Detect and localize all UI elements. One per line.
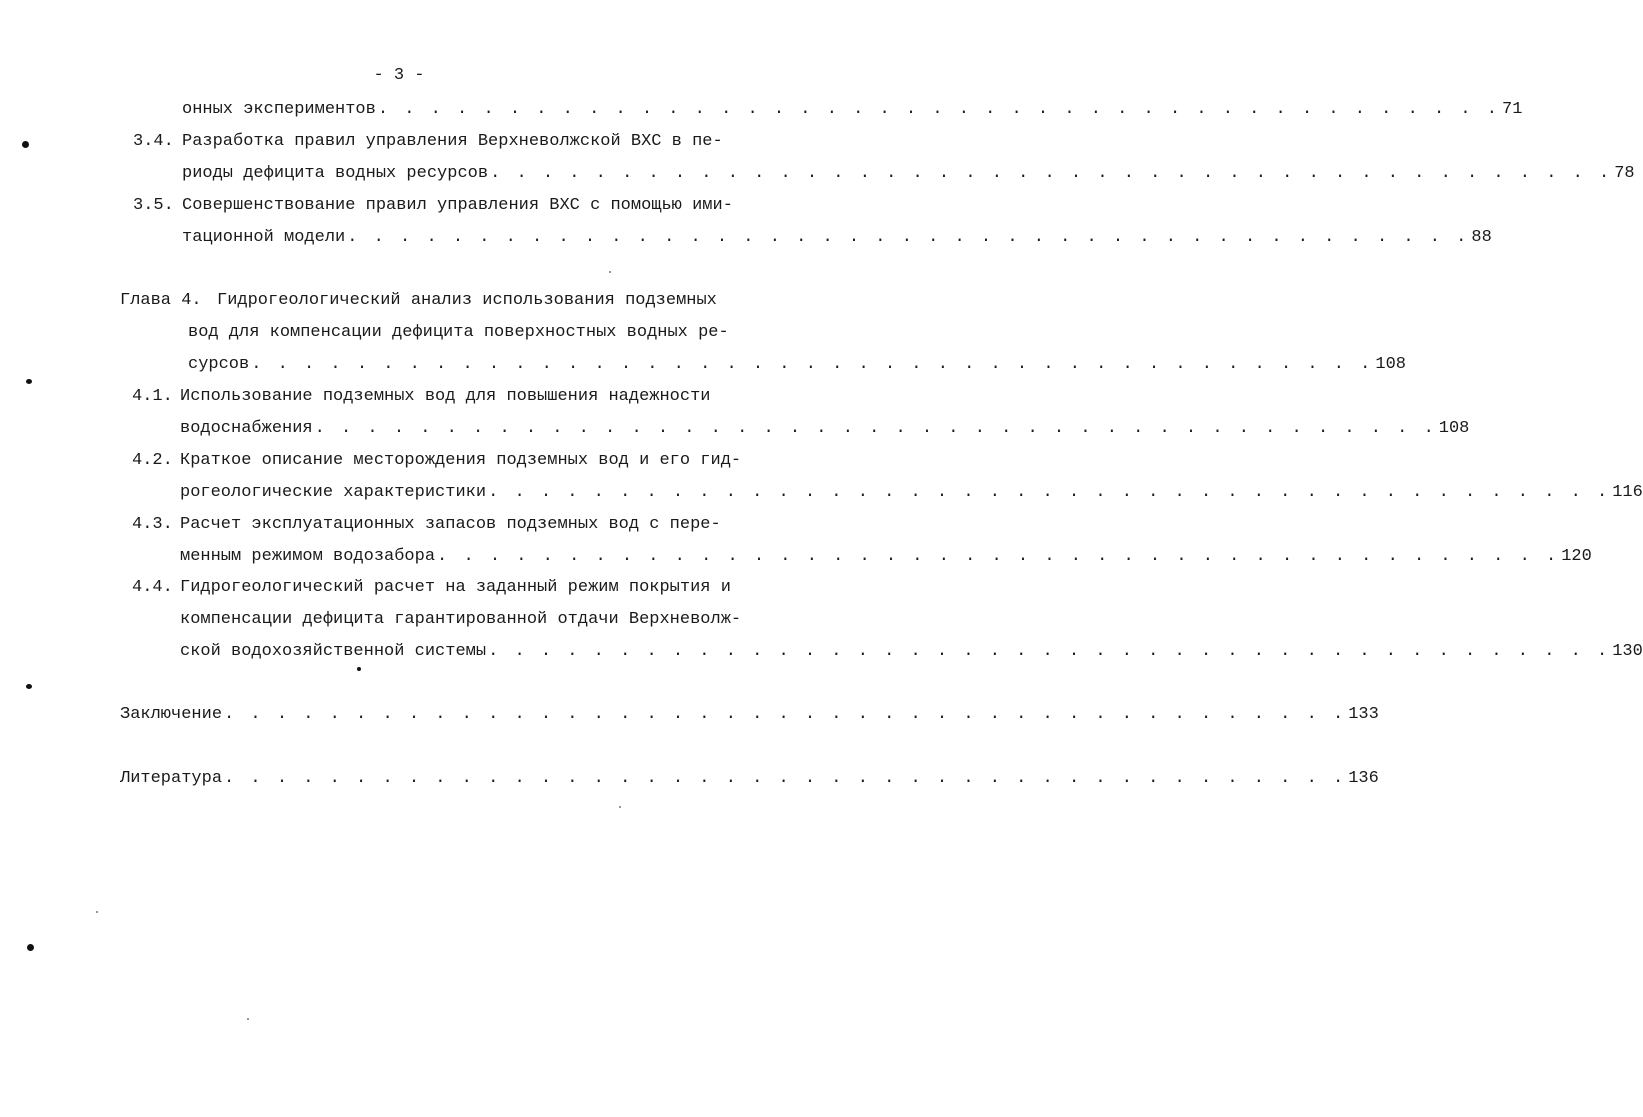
toc-page-ref: 71: [1502, 100, 1523, 119]
toc-entry-text: Литература: [120, 769, 223, 788]
chapter-label: Глава 4.: [120, 291, 202, 310]
toc-entry-chapter-4[interactable]: [188, 353, 1406, 377]
toc-entry-text[interactable]: Разработка правил управления Верхневолжской ВХС в пе-: [182, 132, 723, 151]
ink-speck: [96, 911, 98, 913]
section-number: 3.5.: [133, 196, 174, 215]
toc-entry-3-3[interactable]: [182, 98, 1523, 122]
toc-entry-literature[interactable]: [120, 767, 1379, 791]
dot-leader: . . . . . . . . . . . . . . . . . . . . . . . . . . . . . . . . . . . . . . . . . . .: [488, 483, 1611, 502]
toc-page-ref: 136: [1348, 769, 1379, 788]
toc-entry-text[interactable]: Совершенствование правил управления ВХС с помощью ими-: [182, 196, 733, 215]
toc-entry-4-4[interactable]: [180, 640, 1643, 664]
ink-speck: [609, 271, 611, 273]
toc-entry-4-2[interactable]: [180, 481, 1643, 505]
toc-page-ref: 108: [1375, 355, 1406, 374]
toc-entry-text: сурсов: [188, 355, 250, 374]
toc-entry-conclusion[interactable]: [120, 703, 1379, 727]
section-number: 4.3.: [132, 515, 173, 534]
toc-entry-3-5[interactable]: [182, 226, 1492, 250]
binding-hole-mark: [22, 141, 29, 148]
binding-hole-mark: [27, 944, 34, 951]
toc-entry-text[interactable]: Краткое описание месторождения подземных вод и его гид-: [180, 451, 742, 470]
toc-entry-text[interactable]: Использование подземных вод для повышения надежности: [180, 387, 711, 406]
toc-entry-3-4[interactable]: [182, 162, 1635, 186]
dot-leader: . . . . . . . . . . . . . . . . . . . . . . . . . . . . . . . . . . . . . . . . . . .: [224, 705, 1347, 724]
toc-page-ref: 130: [1612, 642, 1643, 661]
toc-entry-text: менным режимом водозабора: [180, 547, 436, 566]
binding-hole-mark: [26, 379, 32, 384]
toc-entry-text[interactable]: компенсации дефицита гарантированной отдачи Верхневолж-: [180, 610, 742, 629]
binding-hole-mark: [26, 684, 32, 689]
section-number: 4.1.: [132, 387, 173, 406]
toc-page-ref: 133: [1348, 705, 1379, 724]
dot-leader: . . . . . . . . . . . . . . . . . . . . . . . . . . . . . . . . . . . . . . . . . . .: [347, 228, 1470, 247]
toc-entry-text[interactable]: Гидрогеологический анализ использования подземных: [217, 291, 717, 310]
dot-leader: . . . . . . . . . . . . . . . . . . . . . . . . . . . . . . . . . . . . . . . . . . .: [224, 769, 1347, 788]
toc-entry-text[interactable]: Гидрогеологический расчет на заданный режим покрытия и: [180, 578, 731, 597]
ink-speck: [357, 667, 361, 671]
toc-entry-text: риоды дефицита водных ресурсов: [182, 164, 489, 183]
dot-leader: . . . . . . . . . . . . . . . . . . . . . . . . . . . . . . . . . . . . . . . . . . .: [251, 355, 1374, 374]
ink-speck: [247, 1018, 249, 1020]
toc-entry-text: рогеологические характеристики: [180, 483, 487, 502]
toc-page-ref: 120: [1561, 547, 1592, 566]
dot-leader: . . . . . . . . . . . . . . . . . . . . . . . . . . . . . . . . . . . . . . . . . . .: [377, 100, 1500, 119]
toc-entry-text: тационной модели: [182, 228, 346, 247]
toc-entry-text: Заключение: [120, 705, 223, 724]
ink-speck: [619, 806, 621, 808]
section-number: 3.4.: [133, 132, 174, 151]
toc-entry-text[interactable]: Расчет эксплуатационных запасов подземных вод с пере-: [180, 515, 721, 534]
toc-page-ref: 88: [1471, 228, 1492, 247]
toc-entry-text[interactable]: вод для компенсации дефицита поверхностных водных ре-: [188, 323, 729, 342]
toc-page-ref: 116: [1612, 483, 1643, 502]
section-number: 4.4.: [132, 578, 173, 597]
toc-page-ref: 78: [1614, 164, 1635, 183]
toc-page-ref: 108: [1438, 419, 1470, 438]
section-number: 4.2.: [132, 451, 173, 470]
toc-entry-text: водоснабжения: [180, 419, 313, 438]
dot-leader: . . . . . . . . . . . . . . . . . . . . . . . . . . . . . . . . . . . . . . . . . . .: [488, 642, 1611, 661]
dot-leader: . . . . . . . . . . . . . . . . . . . . . . . . . . . . . . . . . . . . . . . . . . .: [437, 547, 1560, 566]
toc-entry-4-3[interactable]: [180, 545, 1592, 569]
toc-entry-4-1[interactable]: [180, 417, 1470, 441]
toc-entry-text: ской водохозяйственной системы: [180, 642, 487, 661]
toc-entry-text: онных экспериментов: [182, 100, 376, 119]
dot-leader: . . . . . . . . . . . . . . . . . . . . . . . . . . . . . . . . . . . . . . . . . . .: [314, 419, 1437, 438]
dot-leader: . . . . . . . . . . . . . . . . . . . . . . . . . . . . . . . . . . . . . . . . . . .: [490, 164, 1613, 183]
page-number: - 3 -: [373, 66, 425, 85]
